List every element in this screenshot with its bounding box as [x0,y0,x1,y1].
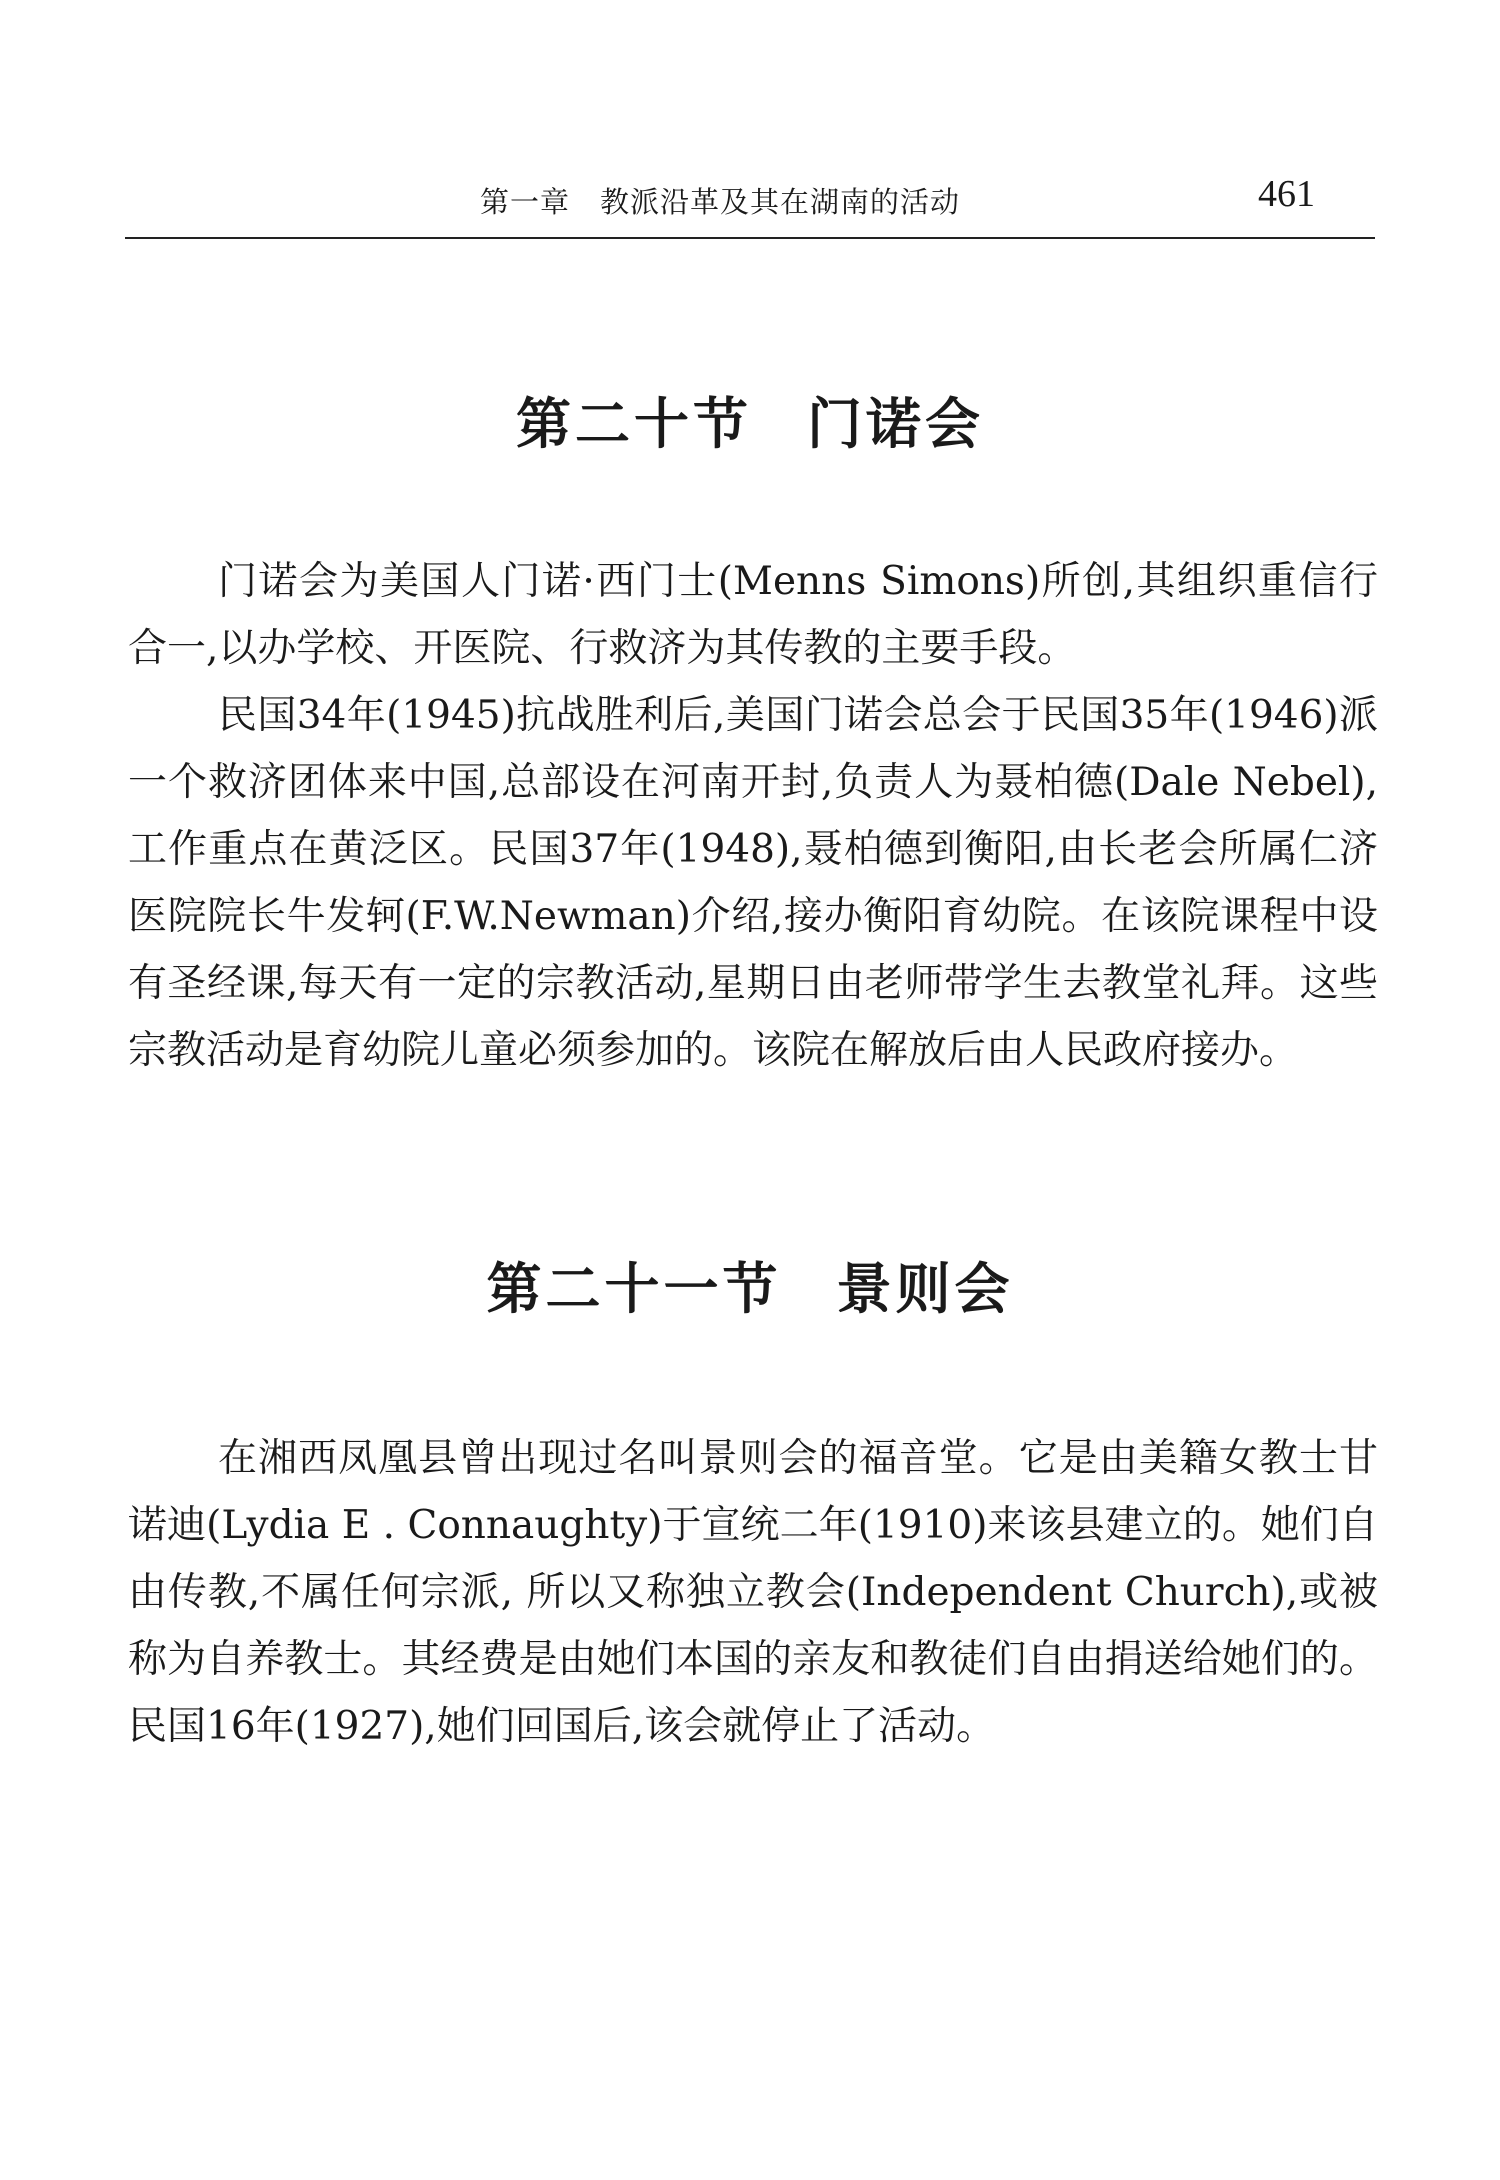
page-number: 461 [1258,173,1315,215]
running-header [125,172,1375,222]
section-title-20 [0,380,1500,459]
section-number: 第二十节 [515,391,752,456]
section-number: 第二十一节 [486,1256,782,1321]
paragraph: 在湘西凤凰县曾出现过名叫景则会的福音堂。它是由美籍女教士甘诺迪(Lydia E . Connaughty)于宣统二年(1910)来该县建立的。她们自由传教,不属任何宗派, 所以又称独立教会(Independent Church),或被称为自养教士。其经费是由她们本国的亲友和教徒们自由捐送给她们的。民国16年(1927),她们回国后,该会就停止了活动。 [128,1436,1378,1749]
chapter-title: 第一章 教派沿革及其在湖南的活动 [480,185,961,219]
header-rule [125,237,1375,239]
section-title-21 [0,1245,1500,1324]
section-name: 门诺会 [807,391,985,456]
paragraph: 民国34年(1945)抗战胜利后,美国门诺会总会于民国35年(1946)派一个救济团体来中国,总部设在河南开封,负责人为聂柏德(Dale Nebel),工作重点在黄泛区。民国37年(1948),聂柏德到衡阳,由长老会所属仁济医院院长牛发轲(F.W.Newman)介绍,接办衡阳育幼院。在该院课程中设有圣经课,每天有一定的宗教活动,星期日由老师带学生去教堂礼拜。这些宗教活动是育幼院儿童必须参加的。该院在解放后由人民政府接办。 [128,693,1378,1073]
section-name: 景则会 [836,1256,1014,1321]
paragraph: 门诺会为美国人门诺·西门士(Menns Simons)所创,其组织重信行合一,以办学校、开医院、行救济为其传教的主要手段。 [128,559,1378,671]
